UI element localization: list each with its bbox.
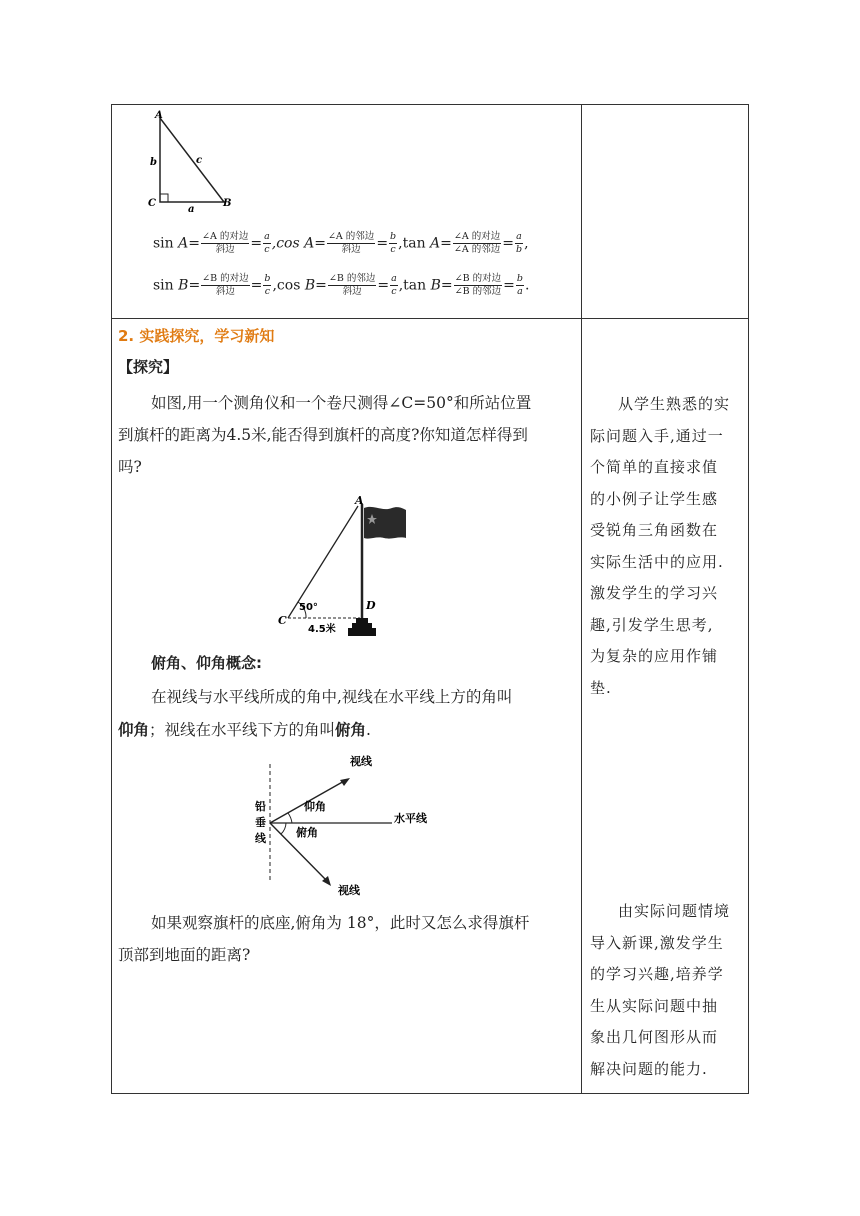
tan-b-ratio [516, 273, 524, 298]
elevation-arc [288, 813, 292, 823]
sin-a-ratio-num: a [264, 231, 270, 242]
note1-line: 的小例子让学生感 [590, 489, 719, 508]
sin-a-prefix: sin [153, 235, 179, 252]
label-a: A [355, 494, 364, 507]
base-tier-3 [348, 628, 376, 636]
tan-a-den: ∠A 的邻边 [453, 244, 501, 255]
depression-label: 俯角 [296, 826, 318, 839]
note1-line: 激发学生的学习兴 [590, 584, 719, 602]
right-angle-mark [160, 194, 168, 202]
cos-a-prefix: ,cos [271, 235, 305, 252]
sin-a-ratio-den: c [264, 244, 270, 255]
term-elevation: 仰角 [118, 721, 150, 739]
elevation-label: 仰角 [304, 800, 326, 813]
sin-b-fraction [201, 273, 249, 298]
cos-b-ratio-den: c [391, 286, 397, 297]
plumb-label-3: 线 [255, 832, 266, 845]
formula-row-b: sin B= $\frac{\text{∠B 的对边}}{\text{斜边}}$ = $\frac{b}{c}$ ,cos B= $\frac{\text{∠B 的邻边}}{\text{斜边}}$ = $\frac{a}{c}$ ,tan B= $\frac{\text{∠B 的对边}}{\text{∠B 的邻边}}$ = $\frac{b}{a}$ . [153, 273, 530, 297]
concept-mid: ；视线在水平线下方的角叫 [149, 721, 336, 739]
plumb-label-2: 垂 [255, 816, 266, 829]
label-c: C [278, 614, 287, 627]
question-line-1: 如果观察旗杆的底座,俯角为 18°，此时又怎么求得旗杆 [151, 914, 530, 932]
explore-label: 【探究】 [118, 358, 179, 376]
tan-b-prefix: ,tan [398, 277, 431, 294]
section-heading: 2. 实践探究，学习新知 [118, 327, 275, 345]
tan-a-num: ∠A 的对边 [453, 231, 501, 242]
elevation-depression-figure [250, 750, 450, 900]
sin-a-den: 斜边 [215, 244, 235, 255]
cos-b-den: 斜边 [342, 286, 362, 297]
sin-a-fraction [201, 231, 249, 256]
explore-line-2: 到旗杆的距离为4.5米,能否得到旗杆的高度?你知道怎样得到 [118, 426, 528, 444]
cos-b-var: B [304, 277, 316, 294]
sin-a-ratio [263, 231, 271, 256]
sin-a-num: ∠A 的对边 [202, 231, 249, 242]
concept-end: . [366, 721, 371, 739]
concept-line-1: 在视线与水平线所成的角中,视线在水平线上方的角叫 [151, 688, 513, 706]
base-tier-2 [352, 623, 372, 628]
note1-line: 垫. [590, 678, 612, 697]
note1-line: 受锐角三角函数在 [590, 521, 719, 539]
sin-b-num: ∠B 的对边 [202, 273, 249, 284]
cos-b-ratio [390, 273, 398, 298]
note2-line: 解决问题的能力. [590, 1059, 708, 1078]
side-c-label: c [196, 155, 203, 166]
note1-line: 实际生活中的应用. [590, 552, 724, 571]
tan-a-var: A [430, 235, 441, 252]
base-tier-1 [356, 618, 368, 623]
note1-line: 为复杂的应用作铺 [590, 647, 719, 665]
tan-a-ratio [515, 231, 523, 256]
vertex-c-label: C [148, 198, 156, 209]
note1-line: 从学生熟悉的实 [618, 395, 731, 413]
cos-b-fraction [328, 273, 376, 298]
label-d: D [366, 599, 376, 612]
tan-b-fraction [454, 273, 502, 298]
teaching-note-2 [590, 896, 742, 1085]
sin-b-var: B [178, 277, 189, 294]
explore-line-3: 吗? [118, 458, 142, 476]
sin-b-ratio-den: c [264, 286, 271, 297]
question-line-2: 顶部到地面的距离? [118, 946, 251, 964]
note1-line: 个简单的直接求值 [590, 458, 719, 476]
tan-a-prefix: ,tan [398, 235, 431, 252]
teaching-note-1 [590, 389, 742, 704]
cos-a-ratio-num: b [390, 231, 397, 242]
sin-b-den: 斜边 [215, 286, 235, 297]
concept-line-2 [118, 715, 371, 746]
explore-line-1: 如图,用一个测角仪和一个卷尺测得∠C=50°和所站位置 [151, 394, 532, 412]
sin-b-ratio [263, 273, 271, 298]
column-divider [581, 105, 582, 1093]
row-divider [112, 318, 748, 319]
note1-line: 际问题入手,通过一 [590, 426, 724, 445]
depression-arc [281, 823, 286, 834]
sight-down-label: 视线 [338, 884, 360, 897]
cos-b-num: ∠B 的邻边 [328, 273, 376, 284]
cos-a-ratio [389, 231, 397, 256]
tan-b-ratio-den: a [517, 286, 523, 297]
triangle-shape [160, 118, 224, 202]
tan-a-fraction [453, 231, 501, 256]
sin-b-ratio-num: b [264, 273, 271, 284]
tan-a-ratio-den: b [515, 244, 523, 255]
cos-a-num: ∠A 的邻边 [327, 231, 375, 242]
angle-label: 50° [299, 602, 318, 613]
note2-line: 的学习兴趣,培养学 [590, 965, 724, 983]
note2-line: 导入新课,激发学生 [590, 933, 724, 952]
sight-up-label: 视线 [350, 755, 372, 768]
cos-a-den: 斜边 [341, 244, 361, 255]
tan-a-ratio-num: a [516, 231, 522, 242]
cos-b-ratio-num: a [391, 273, 397, 284]
note2-line: 由实际问题情境 [618, 902, 731, 920]
note1-line: 趣,引发学生思考, [590, 615, 714, 634]
formula-row-a: sin A= $\frac{\text{∠A 的对边}}{\text{斜边}}$ = $\frac{a}{c}$ ,cos A= $\frac{\text{∠A 的邻边}}{\text{斜边}}$ = $\frac{b}{c}$ ,tan A= $\frac{\text{∠A 的对边}}{\text{∠A 的邻边}}$ = $\frac{a}{b}$ , [153, 231, 529, 255]
flagpole-figure [272, 490, 422, 640]
cos-a-ratio-den: c [390, 244, 396, 255]
sin-b-prefix: sin [153, 277, 179, 294]
cos-a-fraction [327, 231, 375, 256]
term-depression: 俯角 [335, 721, 367, 739]
side-a-label: a [188, 204, 195, 214]
formula-row-b-end: . [524, 277, 530, 294]
cos-b-prefix: ,cos [272, 277, 305, 294]
right-triangle-figure [140, 108, 240, 214]
vertex-a-label: A [155, 110, 163, 121]
distance-label: 4.5米 [308, 624, 336, 635]
tan-b-num: ∠B 的对边 [454, 273, 502, 284]
horizontal-label: 水平线 [394, 812, 427, 825]
tan-b-var: B [430, 277, 441, 294]
cos-a-var: A [304, 235, 315, 252]
note2-line: 象出几何图形从而 [590, 1028, 719, 1046]
vertex-b-label: B [223, 198, 232, 209]
concept-title: 俯角、仰角概念: [151, 654, 262, 672]
tan-b-ratio-num: b [516, 273, 523, 284]
note2-line: 生从实际问题中抽 [590, 996, 719, 1015]
side-b-label: b [150, 157, 157, 168]
plumb-label-1: 铅 [255, 800, 266, 813]
formula-row-a-end: , [524, 235, 529, 252]
sin-a-var: A [178, 235, 189, 252]
arrow-up-icon [340, 778, 350, 786]
tan-b-den: ∠B 的邻边 [454, 286, 502, 297]
